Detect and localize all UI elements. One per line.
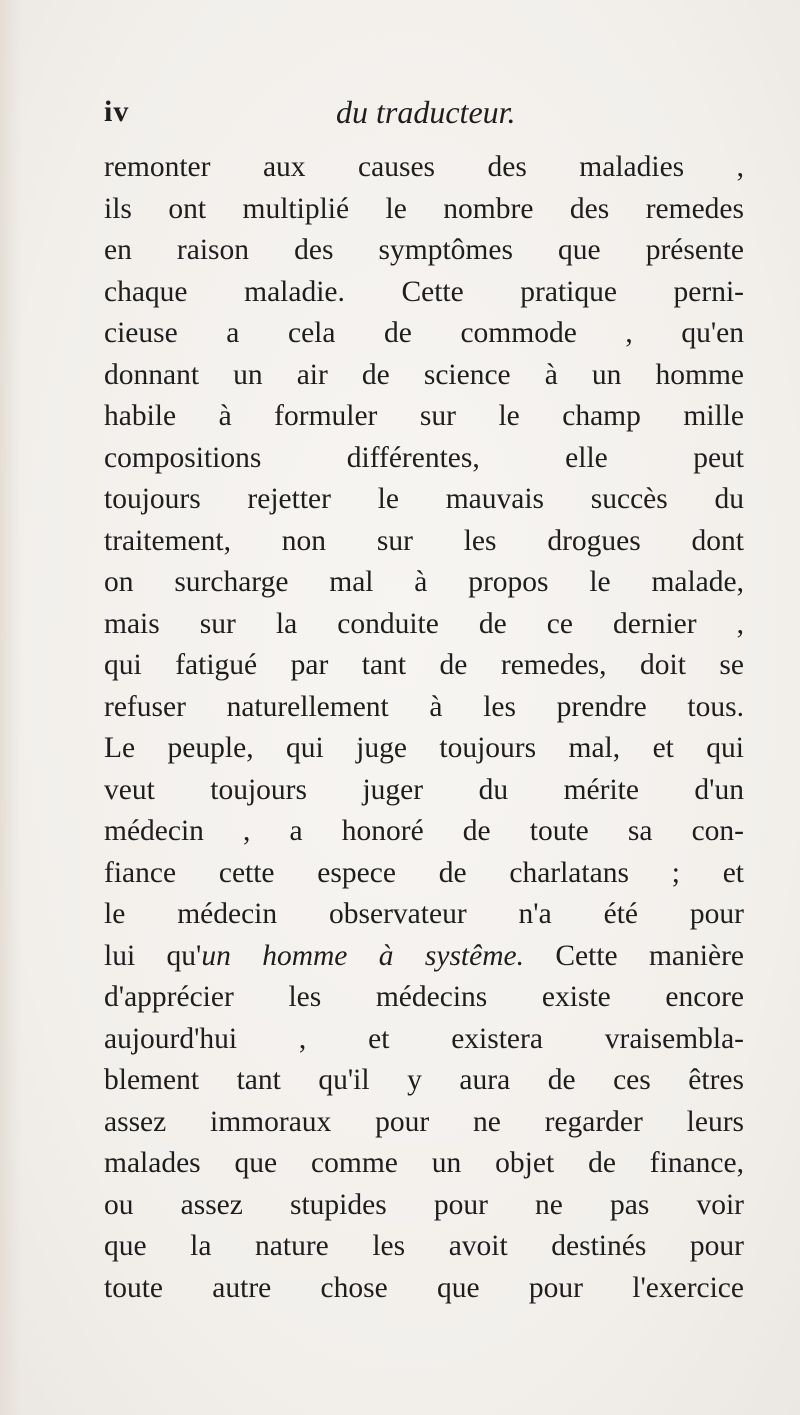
- text-line: refuser naturellement à les prendre tous.: [104, 690, 744, 723]
- text-line: en raison des symptômes que présente: [104, 234, 744, 266]
- text-line: compositions différentes, elle peut: [104, 441, 744, 474]
- text-line: Le peuple, qui juge toujours mal, et qui: [104, 732, 744, 764]
- text-line: veut toujours juger du mérite d'un: [104, 773, 744, 806]
- text-line: mais sur la conduite de ce dernier ,: [104, 607, 744, 640]
- text-segment: lui qu': [104, 939, 202, 972]
- text-line: toujours rejetter le mauvais succès du: [104, 483, 744, 515]
- text-line: ils ont multiplié le nombre des remedes: [104, 192, 744, 225]
- text-line: on surcharge mal à propos le malade,: [104, 566, 744, 598]
- text-segment: Cette manière: [524, 939, 744, 972]
- text-line: blement tant qu'il y aura de ces êtres: [104, 1064, 744, 1096]
- text-line: assez immoraux pour ne regarder leurs: [104, 1105, 744, 1138]
- text-line: habile à formuler sur le champ mille: [104, 400, 744, 432]
- text-line: remonter aux causes des maladies ,: [104, 151, 744, 183]
- text-line: malades que comme un objet de finance,: [104, 1147, 744, 1179]
- text-line: traitement, non sur les drogues dont: [104, 524, 744, 557]
- text-line: d'apprécier les médecins existe encore: [104, 981, 744, 1013]
- text-line: fiance cette espece de charlatans ; et: [104, 856, 744, 889]
- body-text: [104, 147, 744, 1309]
- page-header: [104, 92, 664, 132]
- running-head: du traducteur.: [336, 94, 516, 130]
- page-number: iv: [104, 95, 130, 128]
- text-line: ou assez stupides pour ne pas voir: [104, 1188, 744, 1221]
- page-edge-shadow: [0, 0, 22, 1415]
- text-line: chaque maladie. Cette pratique perni-: [104, 275, 744, 308]
- text-line: aujourd'hui , et existera vraisembla-: [104, 1022, 744, 1055]
- text-line: le médecin observateur n'a été pour: [104, 898, 744, 930]
- text-line: qui fatigué par tant de remedes, doit se: [104, 649, 744, 681]
- italic-phrase: un homme à systême.: [201, 939, 524, 972]
- text-line: donnant un air de science à un homme: [104, 358, 744, 391]
- text-line: médecin , a honoré de toute sa con-: [104, 815, 744, 847]
- text-line-with-italic: [104, 936, 744, 978]
- text-line: toute autre chose que pour l'exercice: [104, 1271, 744, 1304]
- text-line: que la nature les avoit destinés pour: [104, 1230, 744, 1262]
- text-line: cieuse a cela de commode , qu'en: [104, 317, 744, 349]
